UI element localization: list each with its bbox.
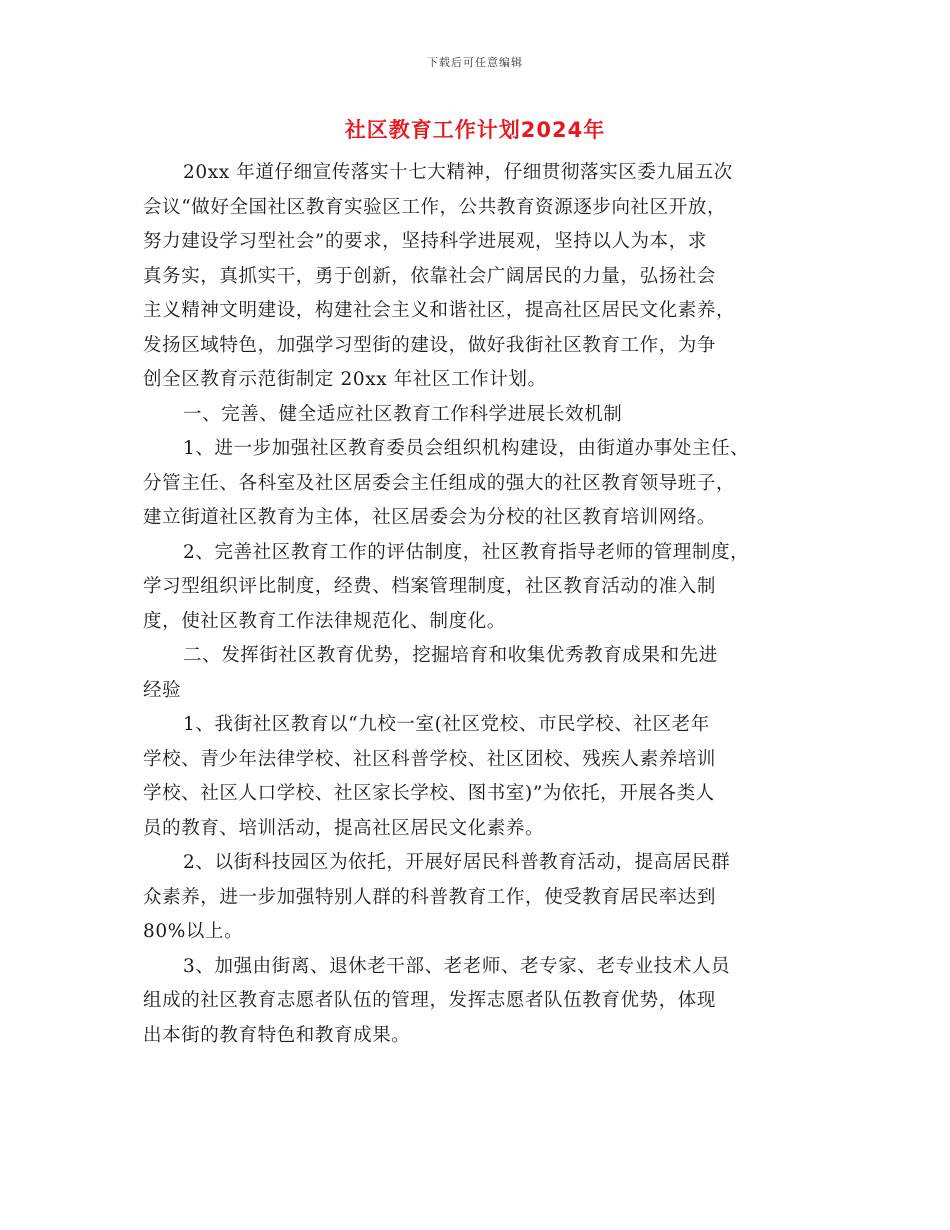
text-line: 分管主任、各科室及社区居委会主任组成的强大的社区教育领导班子，	[143, 472, 736, 494]
document-title: 社区教育工作计划2024年	[344, 118, 606, 142]
text-line: 组成的社区教育志愿者队伍的管理，发挥志愿者队伍教育优势，体现	[143, 990, 717, 1011]
paragraph	[143, 708, 807, 846]
text-line: 出本街的教育特色和教育成果。	[143, 1024, 411, 1046]
paragraph	[143, 432, 807, 536]
text-line: 众素养，进一步加强特别人群的科普教育工作，使受教育居民率达到	[143, 886, 717, 908]
text-line: 学习型组织评比制度，经费、档案管理制度，社区教育活动的准入制	[143, 576, 717, 597]
text-line: 1、我街社区教育以“九校一室(社区党校、市民学校、社区老年	[183, 714, 710, 735]
text-line: 20xx 年道仔细宣传落实十七大精神，仔细贯彻落实区委九届五次	[183, 162, 733, 183]
text-line: 创全区教育示范街制定 20xx 年社区工作计划。	[143, 369, 547, 390]
text-line: 二、发挥街社区教育优势，挖掘培育和收集优秀教育成果和先进	[183, 645, 718, 666]
text-line: 1、进一步加强社区教育委员会组织机构建设，由街道办事处主任、	[183, 438, 750, 459]
header-note: 下载后可任意编辑	[427, 56, 523, 69]
text-line: 学校、青少年法律学校、社区科普学校、社区团校、残疾人素养培训	[143, 748, 717, 770]
text-line: 2、完善社区教育工作的评估制度，社区教育指导老师的管理制度，	[183, 541, 750, 563]
document-body	[143, 156, 807, 1053]
text-line: 主义精神文明建设，构建社会主义和谐社区，提高社区居民文化素养，	[143, 300, 736, 321]
text-line: 80%以上。	[143, 921, 244, 942]
section-heading	[143, 398, 807, 433]
text-line: 2、以街科技园区为依托，开展好居民科普教育活动，提高居民群	[183, 852, 731, 873]
text-line: 一、完善、健全适应社区教育工作科学进展长效机制	[183, 403, 623, 425]
text-line: 学校、社区人口学校、社区家长学校、图书室)”为依托，开展各类人	[143, 783, 715, 804]
paragraph	[143, 950, 807, 1054]
paragraph	[143, 846, 807, 950]
text-line: 会议“做好全国社区教育实验区工作，公共教育资源逐步向社区开放，	[143, 196, 727, 218]
text-line: 员的教育、培训活动，提高社区居民文化素养。	[143, 817, 545, 839]
text-line: 3、加强由街离、退休老干部、老老师、老专家、老专业技术人员	[183, 955, 731, 977]
paragraph	[143, 156, 807, 398]
paragraph	[143, 536, 807, 640]
text-line: 努力建设学习型社会”的要求，坚持科学进展观，坚持以人为本，求	[143, 231, 707, 252]
text-line: 建立街道社区教育为主体，社区居委会为分校的社区教育培训网络。	[143, 507, 717, 528]
text-line: 发扬区域特色，加强学习型街的建设，做好我街社区教育工作，为争	[143, 334, 717, 356]
text-line: 经验	[143, 679, 182, 701]
text-line: 度，使社区教育工作法律规范化、制度化。	[143, 610, 506, 632]
section-heading	[143, 639, 807, 708]
text-line: 真务实，真抓实干，勇于创新，依靠社会广阔居民的力量，弘扬社会	[143, 265, 717, 287]
